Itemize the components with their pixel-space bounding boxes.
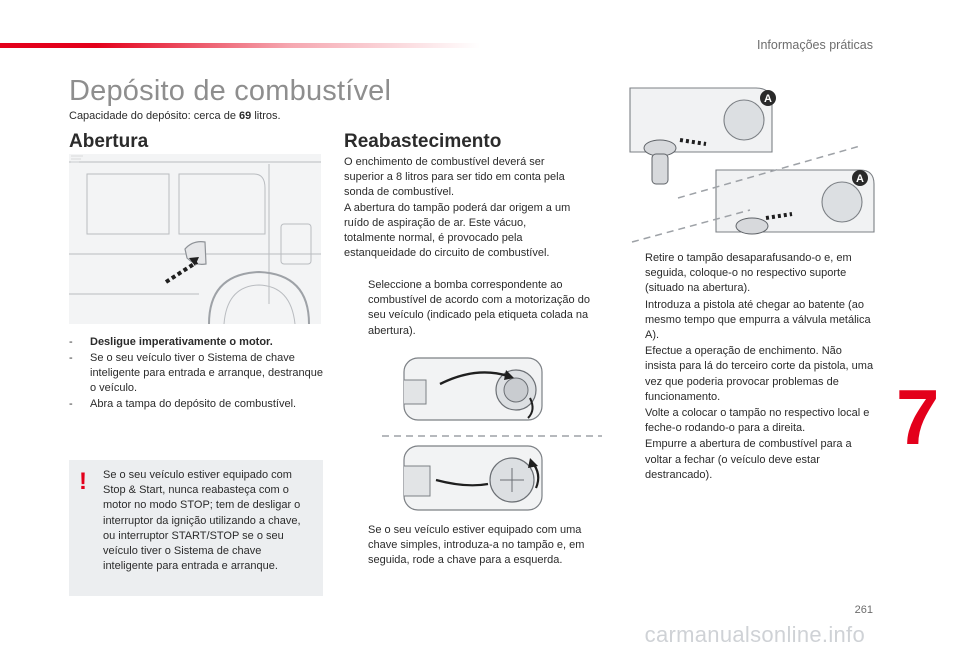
list-item: Se o seu veículo estiver equipado com uma chave simples, introduza-a no tampão e, em seguida, rode a chave para a esquerda. <box>368 524 585 567</box>
refuel-intro: O enchimento de combustível deverá ser superior a 8 litros para ser tido em conta pela sonda de combustível. A abertura do tampão poderá dar origem a um ruído de aspiração de ar. Este vácuo, totalmente normal, é provocado pela estanqueidade do circuito de combustível. <box>344 156 571 260</box>
heading-reabastecimento: Reabastecimento <box>344 131 502 152</box>
chapter-number: 7 <box>896 373 940 461</box>
select-pump-note <box>344 278 604 340</box>
illustration-divider <box>382 434 602 438</box>
opening-steps <box>69 335 324 413</box>
warning-box <box>69 460 323 596</box>
heading-abertura: Abertura <box>69 131 149 152</box>
list-item: - Desligue imperativamente o motor. <box>69 336 273 348</box>
header-accent-bar <box>0 43 480 48</box>
car-fuel-flap-illustration <box>69 154 321 324</box>
list-item: Retire o tampão desaparafusando-o e, em seguida, coloque-o no respectivo suporte (situado na abertura). <box>645 252 852 295</box>
fuel-cap-key-illustration <box>396 440 548 516</box>
list-item: Volte a colocar o tampão no respectivo local e feche-o rodando-o para a direita. <box>645 407 870 435</box>
list-item: Empurre a abertura de combustível para a voltar a fechar (o veículo deve estar destrancado). <box>645 438 852 481</box>
list-item: Efectue a operação de enchimento. Não insista para lá do terceiro corte da pistola, uma vez que poderia provocar problemas de funcionamento. <box>645 345 874 403</box>
tank-capacity: Capacidade do depósito: cerca de 69 litros. <box>69 110 281 122</box>
label-a-top: A <box>764 93 772 105</box>
page-number: 261 <box>854 604 873 616</box>
list-item: Introduza a pistola até chegar ao batente (ao mesmo tempo que empurra a válvula metálica A). <box>645 298 871 342</box>
fuel-cap-open-illustration <box>396 352 548 424</box>
capacity-value: 69 <box>239 110 252 122</box>
warning-icon: ! <box>79 468 87 495</box>
list-item: - Abra a tampa do depósito de combustível. <box>69 398 297 410</box>
watermark: carmanualsonline.info <box>644 622 865 647</box>
key-cap-note <box>344 523 606 570</box>
warning-text: Se o seu veículo estiver equipado com Stop & Start, nunca reabasteça com o motor no modo STOP; tem de desligar o interruptor da ignição utilizando a chave, ou interruptor START/STOP se o seu veículo tiver o Sistema de chave inteligente para entrada e arranque. <box>103 469 301 573</box>
list-item: Seleccione a bomba correspondente ao combustível de acordo com a motorização do seu veículo (indicado pela etiqueta colada na abertura). <box>368 279 590 337</box>
list-item: - Se o seu veículo tiver o Sistema de chave inteligente para entrada e arranque, destranque o veículo. <box>69 352 324 394</box>
section-title: Informações práticas <box>756 38 873 52</box>
refuel-steps <box>621 251 875 484</box>
fuel-nozzle-illustration <box>620 82 876 246</box>
page-title: Depósito de combustível <box>69 75 392 107</box>
label-a-bottom: A <box>856 173 864 185</box>
